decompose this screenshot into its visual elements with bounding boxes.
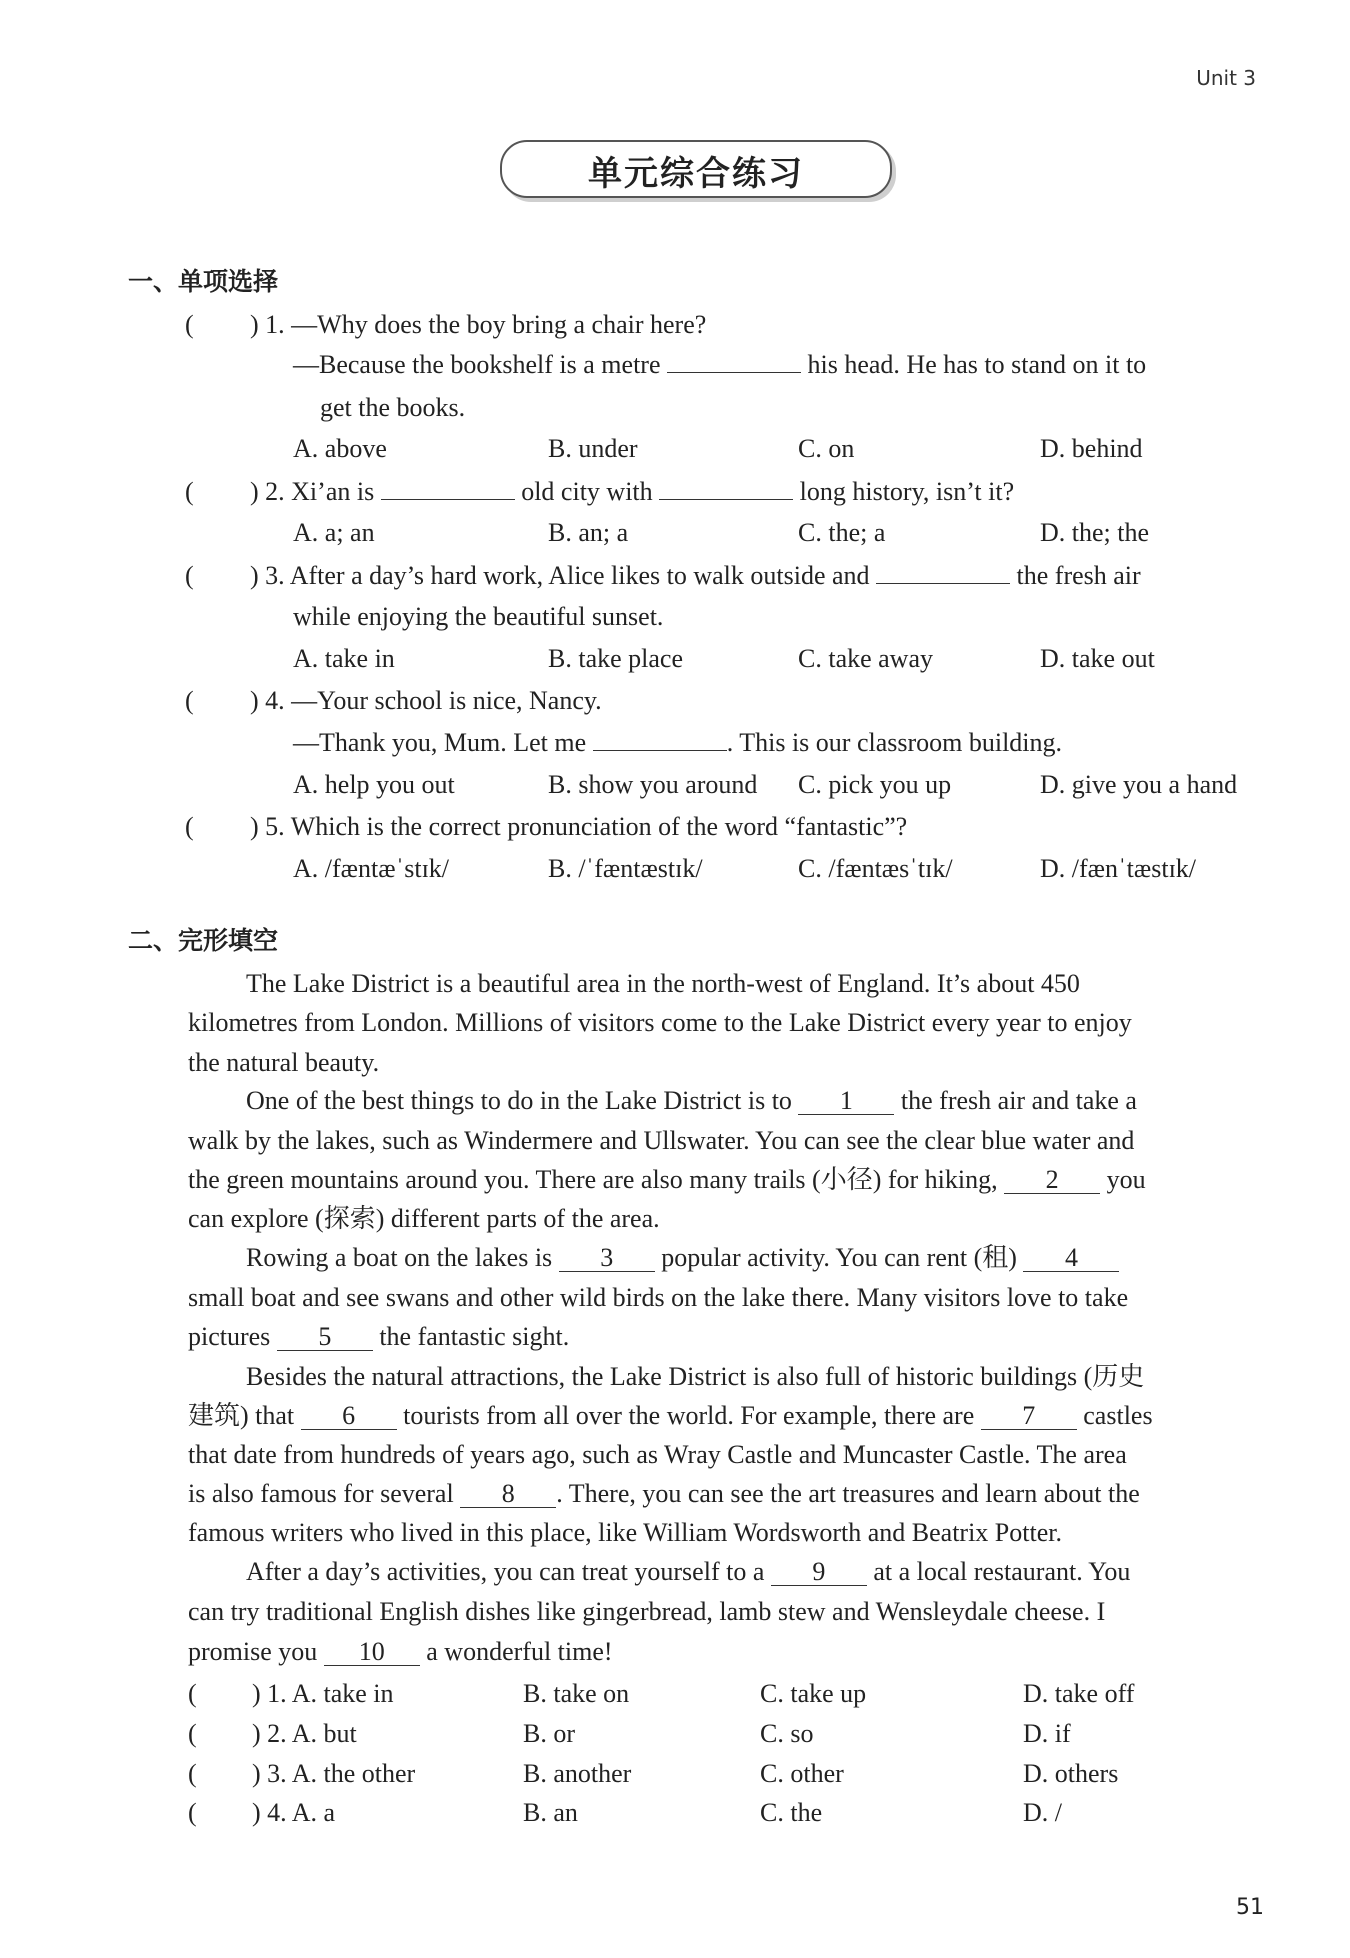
text: promise you <box>188 1637 318 1666</box>
cloze-option-d: D. if <box>1023 1719 1071 1748</box>
question-line <box>250 561 1141 591</box>
text: . This is our classroom building. <box>726 728 1063 757</box>
cloze-blank-9[interactable]: 9 <box>771 1559 867 1586</box>
cloze-option-a: ) 2. A. but <box>252 1719 357 1748</box>
question-line <box>250 477 1014 507</box>
cloze-option-d: D. take off <box>1023 1679 1135 1708</box>
option-a: A. take in <box>293 644 395 673</box>
cloze-option-a: ) 4. A. a <box>252 1798 336 1827</box>
cloze-blank-3[interactable]: 3 <box>559 1245 655 1272</box>
text: After a day’s activities, you can treat yourself to a <box>246 1557 765 1586</box>
passage-line <box>188 1322 569 1352</box>
passage-line: small boat and see swans and other wild birds on the lake there. Many visitors love to take <box>188 1283 1129 1312</box>
cloze-option-c: C. take up <box>760 1679 867 1708</box>
option-a: A. help you out <box>293 770 455 799</box>
cloze-blank-8[interactable]: 8 <box>460 1481 556 1508</box>
text: old city with <box>521 477 653 506</box>
text: . There, you can see the art treasures and learn about the <box>556 1479 1140 1508</box>
option-a: A. above <box>293 434 387 463</box>
title-banner <box>500 140 892 198</box>
question-line: while enjoying the beautiful sunset. <box>293 602 664 631</box>
passage-line: can try traditional English dishes like gingerbread, lamb stew and Wensleydale cheese. I <box>188 1597 1106 1626</box>
passage-line: The Lake District is a beautiful area in the north-west of England. It’s about 450 <box>246 969 1080 998</box>
cloze-option-d: D. others <box>1023 1759 1119 1788</box>
answer-blank[interactable] <box>876 561 1010 584</box>
option-d: D. /fænˈtæstɪk/ <box>1040 854 1197 883</box>
passage-line <box>188 1479 1140 1509</box>
text: you <box>1106 1165 1146 1194</box>
option-a: A. /fæntæˈstɪk/ <box>293 854 450 883</box>
text: ) 3. After a day’s hard work, Alice likes to walk outside and <box>250 561 870 590</box>
option-b: B. /ˈfæntæstɪk/ <box>548 854 703 883</box>
text: One of the best things to do in the Lake District is to <box>246 1086 792 1115</box>
answer-blank[interactable] <box>659 477 793 500</box>
cloze-option-b: B. another <box>523 1759 632 1788</box>
text: a wonderful time! <box>426 1637 613 1666</box>
option-d: D. behind <box>1040 434 1143 463</box>
option-d: D. take out <box>1040 644 1155 673</box>
option-c: C. the; a <box>798 518 886 547</box>
page-number: 51 <box>1236 1895 1264 1920</box>
passage-line: the natural beauty. <box>188 1048 380 1077</box>
text: at a local restaurant. You <box>873 1557 1131 1586</box>
option-b: B. show you around <box>548 770 758 799</box>
question-line <box>293 728 1062 758</box>
text: 建筑) that <box>188 1401 295 1430</box>
answer-paren: ( <box>185 686 194 715</box>
question-line: ) 4. —Your school is nice, Nancy. <box>250 686 602 715</box>
option-c: C. /fæntæsˈtɪk/ <box>798 854 953 883</box>
passage-line <box>188 1637 613 1667</box>
option-c: C. on <box>798 434 855 463</box>
passage-line: can explore (探索) different parts of the area. <box>188 1204 660 1233</box>
answer-blank[interactable] <box>381 477 515 500</box>
answer-paren: ( <box>188 1798 197 1827</box>
text: the fantastic sight. <box>379 1322 570 1351</box>
cloze-option-d: D. / <box>1023 1798 1062 1827</box>
page-title: 单元综合练习 <box>588 154 804 194</box>
cloze-blank-4[interactable]: 4 <box>1023 1245 1119 1272</box>
passage-line: that date from hundreds of years ago, such as Wray Castle and Muncaster Castle. The area <box>188 1440 1127 1469</box>
cloze-blank-5[interactable]: 5 <box>277 1324 373 1351</box>
option-a: A. a; an <box>293 518 375 547</box>
question-line: ) 1. —Why does the boy bring a chair here? <box>250 310 707 339</box>
cloze-option-a: ) 3. A. the other <box>252 1759 416 1788</box>
option-d: D. give you a hand <box>1040 770 1238 799</box>
text: the fresh air <box>1016 561 1141 590</box>
unit-label: Unit 3 <box>1196 66 1256 90</box>
text: Rowing a boat on the lakes is <box>246 1243 553 1272</box>
passage-line: famous writers who lived in this place, like William Wordsworth and Beatrix Potter. <box>188 1518 1062 1547</box>
passage-line: kilometres from London. Millions of visitors come to the Lake District every year to enjoy <box>188 1008 1132 1037</box>
option-c: C. take away <box>798 644 934 673</box>
text: the fresh air and take a <box>900 1086 1137 1115</box>
option-d: D. the; the <box>1040 518 1150 547</box>
answer-paren: ( <box>185 561 194 590</box>
cloze-blank-7[interactable]: 7 <box>981 1403 1077 1430</box>
text: long history, isn’t it? <box>799 477 1015 506</box>
section-heading-cloze: 二、完形填空 <box>128 926 279 955</box>
cloze-blank-1[interactable]: 1 <box>798 1088 894 1115</box>
answer-blank[interactable] <box>593 728 727 751</box>
question-line: get the books. <box>320 393 466 422</box>
section-heading-choice: 一、单项选择 <box>128 267 279 296</box>
option-b: B. under <box>548 434 638 463</box>
text: the green mountains around you. There are also many trails (小径) for hiking, <box>188 1165 998 1194</box>
answer-paren: ( <box>188 1679 197 1708</box>
cloze-option-b: B. take on <box>523 1679 630 1708</box>
cloze-option-a: ) 1. A. take in <box>252 1679 394 1708</box>
text: castles <box>1083 1401 1153 1430</box>
question-line <box>293 350 1146 380</box>
text: his head. He has to stand on it to <box>807 350 1147 379</box>
answer-paren: ( <box>185 310 194 339</box>
answer-blank[interactable] <box>667 350 801 373</box>
cloze-blank-2[interactable]: 2 <box>1004 1167 1100 1194</box>
cloze-blank-10[interactable]: 10 <box>324 1639 420 1666</box>
option-b: B. an; a <box>548 518 629 547</box>
passage-line <box>246 1243 1119 1273</box>
answer-paren: ( <box>185 477 194 506</box>
text: —Thank you, Mum. Let me <box>293 728 587 757</box>
cloze-option-c: C. the <box>760 1798 823 1827</box>
text: pictures <box>188 1322 271 1351</box>
answer-paren: ( <box>188 1759 197 1788</box>
option-b: B. take place <box>548 644 683 673</box>
passage-line <box>188 1165 1146 1195</box>
cloze-blank-6[interactable]: 6 <box>301 1403 397 1430</box>
cloze-option-b: B. or <box>523 1719 575 1748</box>
text: —Because the bookshelf is a metre <box>293 350 661 379</box>
option-c: C. pick you up <box>798 770 952 799</box>
passage-line <box>246 1086 1137 1116</box>
cloze-option-c: C. so <box>760 1719 814 1748</box>
text: is also famous for several <box>188 1479 454 1508</box>
passage-line: Besides the natural attractions, the Lake District is also full of historic buildings (历史 <box>246 1362 1145 1391</box>
cloze-option-c: C. other <box>760 1759 844 1788</box>
text: ) 2. Xi’an is <box>250 477 375 506</box>
answer-paren: ( <box>185 812 194 841</box>
passage-line: walk by the lakes, such as Windermere and Ullswater. You can see the clear blue water and <box>188 1126 1135 1155</box>
cloze-option-b: B. an <box>523 1798 578 1827</box>
passage-line <box>246 1557 1130 1587</box>
answer-paren: ( <box>188 1719 197 1748</box>
text: popular activity. You can rent (租) <box>661 1243 1017 1272</box>
question-line: ) 5. Which is the correct pronunciation of the word “fantastic”? <box>250 812 908 841</box>
text: tourists from all over the world. For example, there are <box>403 1401 975 1430</box>
passage-line <box>188 1401 1153 1431</box>
